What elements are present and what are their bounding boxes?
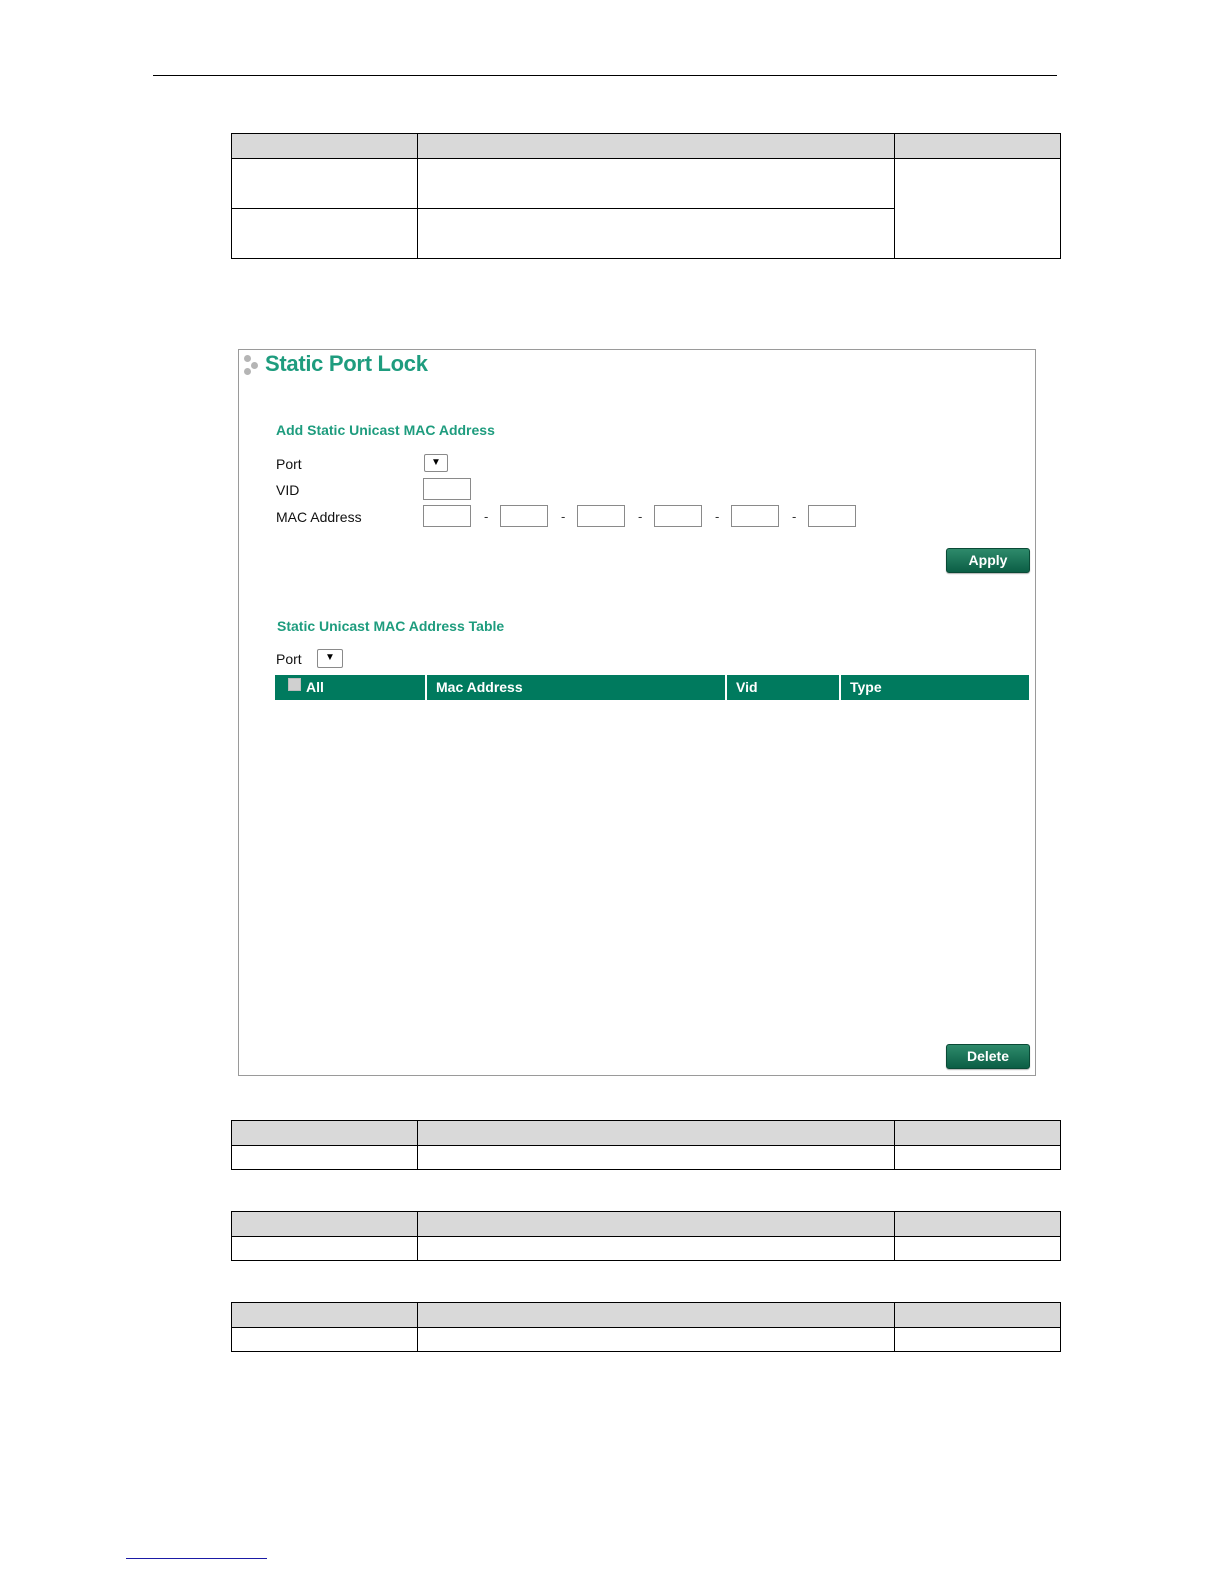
table-row [232, 1146, 1061, 1170]
table-row [232, 1328, 1061, 1352]
mac-octet-2-input[interactable] [500, 505, 548, 527]
dots-icon [244, 355, 262, 375]
mac-octet-1-input[interactable] [423, 505, 471, 527]
page-title: Static Port Lock [265, 351, 428, 376]
mac-octet-3-input[interactable] [577, 505, 625, 527]
table-port-label: Port [276, 651, 302, 667]
footer-link-underline[interactable] [126, 1558, 267, 1559]
mac-separator: - [638, 509, 643, 524]
table-header-row [232, 1303, 1061, 1328]
static-port-lock-panel [238, 349, 1036, 1076]
apply-button[interactable]: Apply [946, 548, 1030, 573]
doc-table-1 [231, 133, 1061, 259]
mac-separator: - [561, 509, 566, 524]
column-vid: Vid [727, 675, 841, 700]
header-rule [153, 75, 1057, 76]
vid-label: VID [276, 482, 300, 498]
mac-octet-6-input[interactable] [808, 505, 856, 527]
port-select[interactable]: ▼ [424, 454, 448, 472]
column-type: Type [850, 679, 882, 695]
delete-button[interactable]: Delete [946, 1044, 1030, 1069]
table-header-row [232, 1212, 1061, 1237]
port-label: Port [276, 456, 302, 472]
column-all-label: All [306, 679, 324, 695]
doc-table-3 [231, 1211, 1061, 1261]
mac-separator: - [484, 509, 489, 524]
table-header-row [232, 1121, 1061, 1146]
table-port-select[interactable]: ▼ [317, 649, 343, 668]
table-section-title: Static Unicast MAC Address Table [277, 618, 505, 634]
doc-table-4 [231, 1302, 1061, 1352]
mac-address-label: MAC Address [276, 509, 362, 525]
vid-input[interactable] [423, 478, 471, 500]
table-header-row [232, 134, 1061, 159]
column-mac-address: Mac Address [427, 675, 727, 700]
table-row [232, 1237, 1061, 1261]
table-row [232, 159, 1061, 209]
mac-separator: - [792, 509, 797, 524]
doc-table-2 [231, 1120, 1061, 1170]
mac-octet-4-input[interactable] [654, 505, 702, 527]
select-all-checkbox[interactable] [288, 678, 301, 691]
add-section-title: Add Static Unicast MAC Address [276, 422, 495, 438]
mac-table-header [275, 675, 1029, 700]
mac-separator: - [715, 509, 720, 524]
mac-octet-5-input[interactable] [731, 505, 779, 527]
column-all[interactable] [275, 675, 427, 700]
